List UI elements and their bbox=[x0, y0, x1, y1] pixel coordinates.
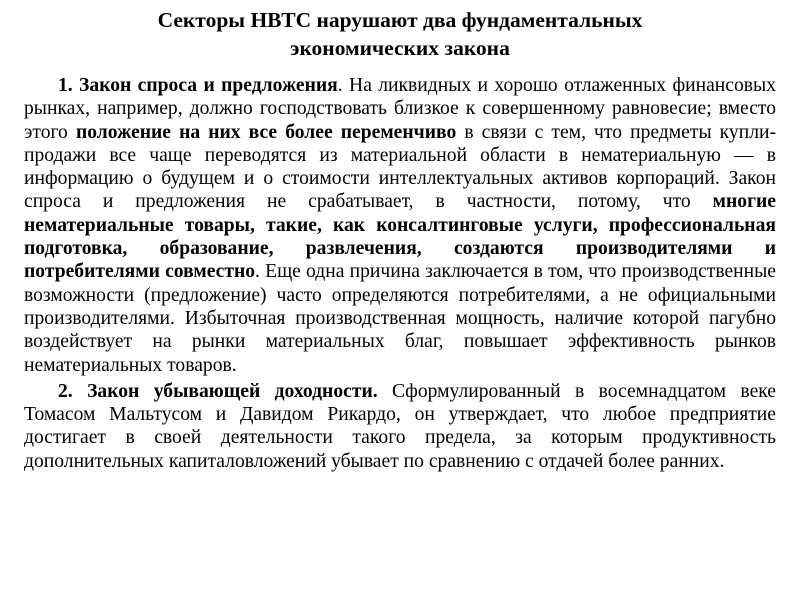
law-1-paragraph bbox=[24, 74, 776, 377]
title-line-1: Секторы НВТС нарушают два фундаментальных bbox=[157, 8, 643, 32]
title-line-2: экономических закона bbox=[290, 36, 510, 60]
law-1-text-1: . На ликвидных и хорошо отлаженных финансовых рынках, например, должно господствовать близкое к совершенному равновесие; вместо этого bbox=[24, 75, 777, 143]
law-2-heading: 2. Закон убывающей доходности. bbox=[58, 380, 378, 402]
law-1-text-3: . Еще одна причина заключается в том, что производственные возможности (предложение) часто определяются потребителями, а не официальными производителями. Избыточная производственная мощность, наличие которой пагубно воздействует на рынки материальных благ, повышает эффективность рынков нематериальных товаров. bbox=[24, 261, 776, 376]
law-1-text-2: в связи с тем, что предметы купли-продажи все чаще переводятся из материальной области в нематериальную — в информацию о будущем и о стоимости интеллектуальных активов корпораций. Закон спроса и предложения не срабатывает, в частности, потому, что bbox=[24, 121, 776, 213]
page-title bbox=[24, 6, 776, 62]
law-1-bold-2: многие нематериальные товары, такие, как консалтинговые услуги, профессиональная подготовка, образование, развлечения, создаются производителями и потребителями совместно bbox=[24, 191, 776, 283]
law-1-bold-1: положение на них все более переменчиво bbox=[75, 121, 457, 143]
law-2-paragraph bbox=[24, 380, 776, 473]
law-2-text-1: Сформулированный в восемнадцатом веке Томасом Мальтусом и Давидом Рикардо, он утверждает, что любое предприятие достигает в своей деятельности такого предела, за которым продуктивность дополнительных капиталовложений убывает по сравнению с отдачей более ранних. bbox=[24, 380, 776, 472]
law-1-heading: 1. Закон спроса и предложения bbox=[58, 75, 338, 96]
